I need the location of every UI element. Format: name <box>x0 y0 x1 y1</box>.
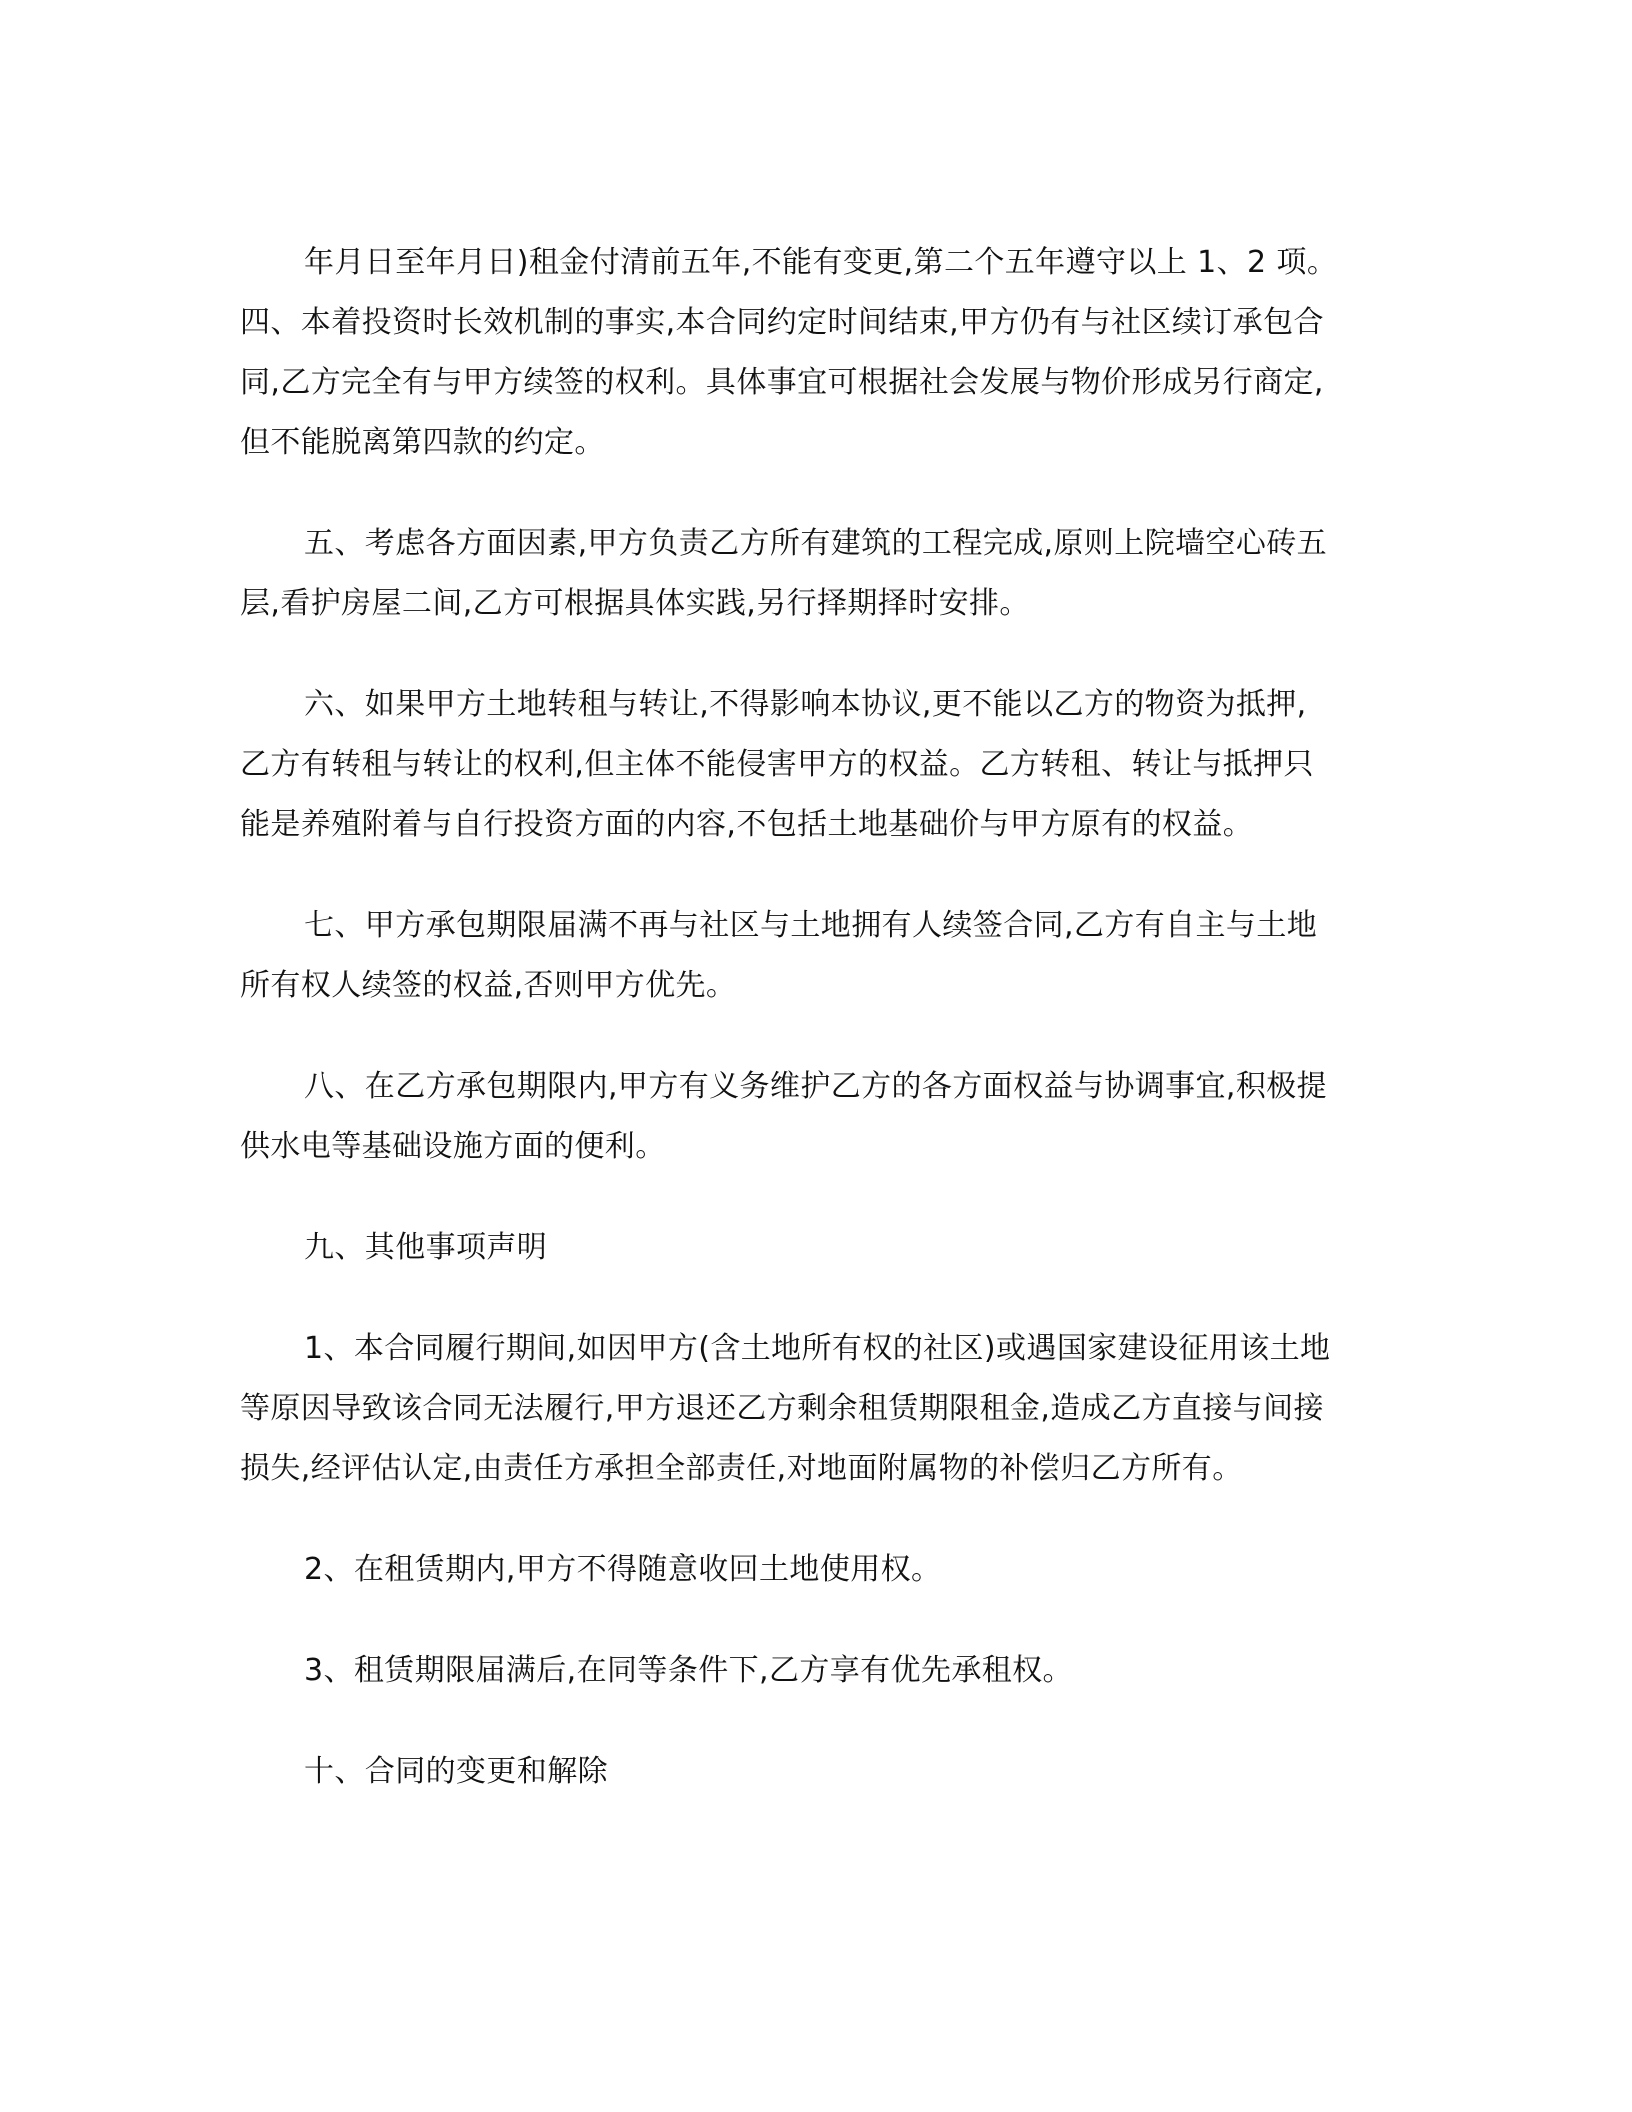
paragraph-line: 六、如果甲方土地转租与转让,不得影响本协议,更不能以乙方的物资为抵押, <box>304 687 1307 722</box>
paragraph-line: 1、本合同履行期间,如因甲方(含土地所有权的社区)或遇国家建设征用该土地 <box>304 1331 1331 1366</box>
paragraph <box>240 293 1390 473</box>
paragraph-line: 但不能脱离第四款的约定。 <box>240 425 605 460</box>
paragraph <box>240 896 1390 1016</box>
paragraph <box>240 675 1390 855</box>
paragraph-line: 八、在乙方承包期限内,甲方有义务维护乙方的各方面权益与协调事宜,积极提 <box>304 1069 1328 1104</box>
paragraph-line: 3、租赁期限届满后,在同等条件下,乙方享有优先承租权。 <box>304 1653 1073 1688</box>
paragraph <box>240 1218 1390 1278</box>
paragraph-line: 乙方有转租与转让的权利,但主体不能侵害甲方的权益。乙方转租、转让与抵押只 <box>240 747 1314 782</box>
paragraph-line: 四、本着投资时长效机制的事实,本合同约定时间结束,甲方仍有与社区续订承包合 <box>240 305 1324 340</box>
paragraph-line: 年月日至年月日)租金付清前五年,不能有变更,第二个五年遵守以上 1、2 项。 <box>304 245 1338 280</box>
paragraph <box>240 1319 1390 1499</box>
paragraph-line: 等原因导致该合同无法履行,甲方退还乙方剩余租赁期限租金,造成乙方直接与间接 <box>240 1391 1324 1426</box>
paragraph <box>240 1057 1390 1177</box>
paragraph-line: 七、甲方承包期限届满不再与社区与土地拥有人续签合同,乙方有自主与土地 <box>304 908 1318 943</box>
paragraph-line: 所有权人续签的权益,否则甲方优先。 <box>240 968 737 1003</box>
paragraph-line: 层,看护房屋二间,乙方可根据具体实践,另行择期择时安排。 <box>240 586 1030 621</box>
paragraph <box>240 514 1390 634</box>
paragraph-line: 五、考虑各方面因素,甲方负责乙方所有建筑的工程完成,原则上院墙空心砖五 <box>304 526 1328 561</box>
paragraph-line: 同,乙方完全有与甲方续签的权利。具体事宜可根据社会发展与物价形成另行商定, <box>240 365 1324 400</box>
paragraph <box>240 1742 1390 1802</box>
paragraph <box>240 233 1390 293</box>
paragraph-line: 损失,经评估认定,由责任方承担全部责任,对地面附属物的补偿归乙方所有。 <box>240 1451 1243 1486</box>
paragraph-line: 供水电等基础设施方面的便利。 <box>240 1129 666 1164</box>
paragraph <box>240 1540 1390 1600</box>
paragraph-line: 能是养殖附着与自行投资方面的内容,不包括土地基础价与甲方原有的权益。 <box>240 807 1254 842</box>
document-body <box>240 233 1390 1843</box>
paragraph-line: 十、合同的变更和解除 <box>304 1754 608 1789</box>
paragraph <box>240 1641 1390 1701</box>
paragraph-line: 2、在租赁期内,甲方不得随意收回土地使用权。 <box>304 1552 942 1587</box>
paragraph-line: 九、其他事项声明 <box>304 1230 548 1265</box>
